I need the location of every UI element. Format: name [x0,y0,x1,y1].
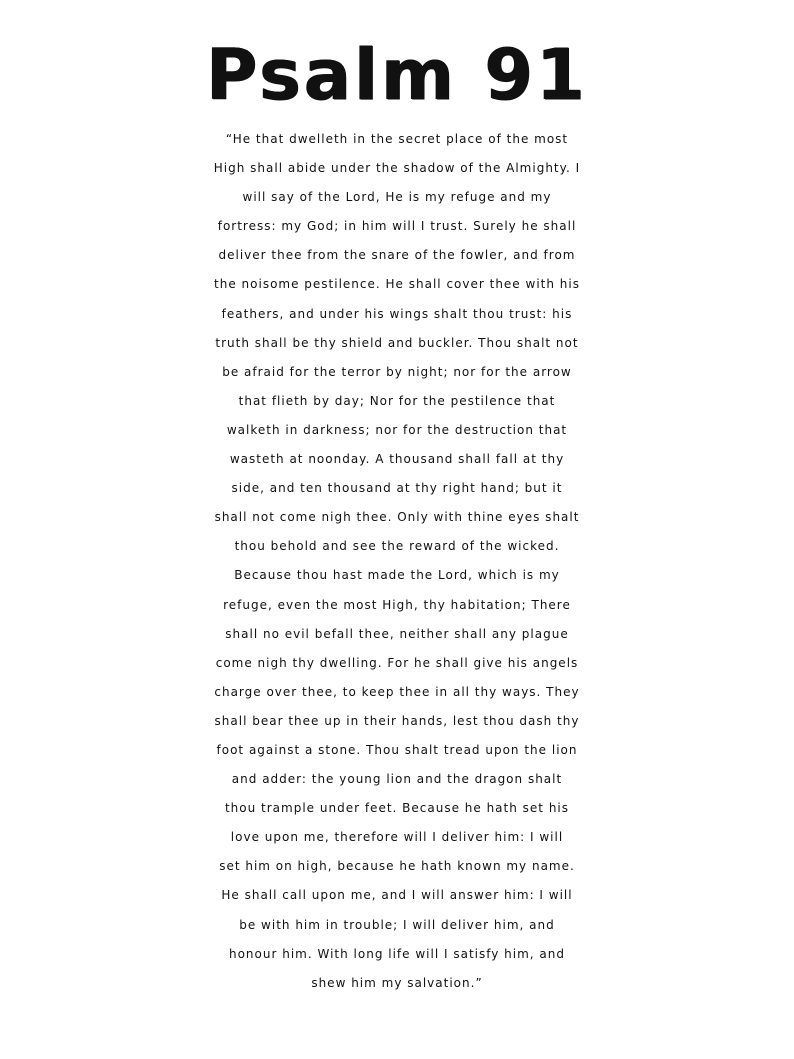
text-line: deliver thee from the snare of the fowler, and from [218,248,576,263]
text-line: thou trample under feet. Because he hath set his [224,801,570,816]
text-line: set him on high, because he hath known my name. [219,859,575,874]
text-line: and adder: the young lion and the dragon shalt [231,772,563,787]
text-line: side, and ten thousand at thy right hand; but it [231,481,563,496]
text-line: shall not come nigh thee. Only with thine eyes shalt [214,510,580,525]
text-line: foot against a stone. Thou shalt tread upon the lion [216,742,578,757]
text-line: the noisome pestilence. He shall cover thee with his [214,277,580,292]
text-line: “He that dwelleth in the secret place of the most [225,132,569,146]
text-line: refuge, even the most High, thy habitation; There [223,597,571,612]
text-line: walketh in darkness; nor for the destruction that [226,422,568,437]
text-line: fortress: my God; in him will I trust. Surely he shall [217,219,577,234]
text-line: be with him in trouble; I will deliver him, and [239,917,555,932]
text-line: come nigh thy dwelling. For he shall give his angels [215,655,579,670]
page-title: Psalm 91 [206,34,588,116]
text-line: will say of the Lord, He is my refuge and my [242,190,552,205]
text-line: truth shall be thy shield and buckler. Thou shalt not [215,335,579,350]
text-line: shew him my salvation.” [311,975,483,990]
psalm-text [0,125,794,998]
text-line: Because thou hast made the Lord, which is my [234,568,560,583]
text-line: charge over thee, to keep thee in all thy ways. They [214,684,580,699]
text-line: wasteth at noonday. A thousand shall fall at thy [229,452,565,467]
text-line: that flieth by day; Nor for the pestilence that [238,393,556,408]
text-line: honour him. With long life will I satisfy him, and [228,946,565,961]
text-line: be afraid for the terror by night; nor for the arrow [222,364,572,379]
text-line: love upon me, therefore will I deliver him: I will [230,830,564,845]
text-line: thou behold and see the reward of the wicked. [234,539,560,554]
text-line: feathers, and under his wings shalt thou trust: his [221,306,573,321]
text-line: shall no evil befall thee, neither shall any plague [225,626,569,641]
text-line: shall bear thee up in their hands, lest thou dash thy [214,713,580,728]
text-line: He shall call upon me, and I will answer him: I will [221,888,573,903]
text-line: High shall abide under the shadow of the Almighty. I [213,161,581,176]
